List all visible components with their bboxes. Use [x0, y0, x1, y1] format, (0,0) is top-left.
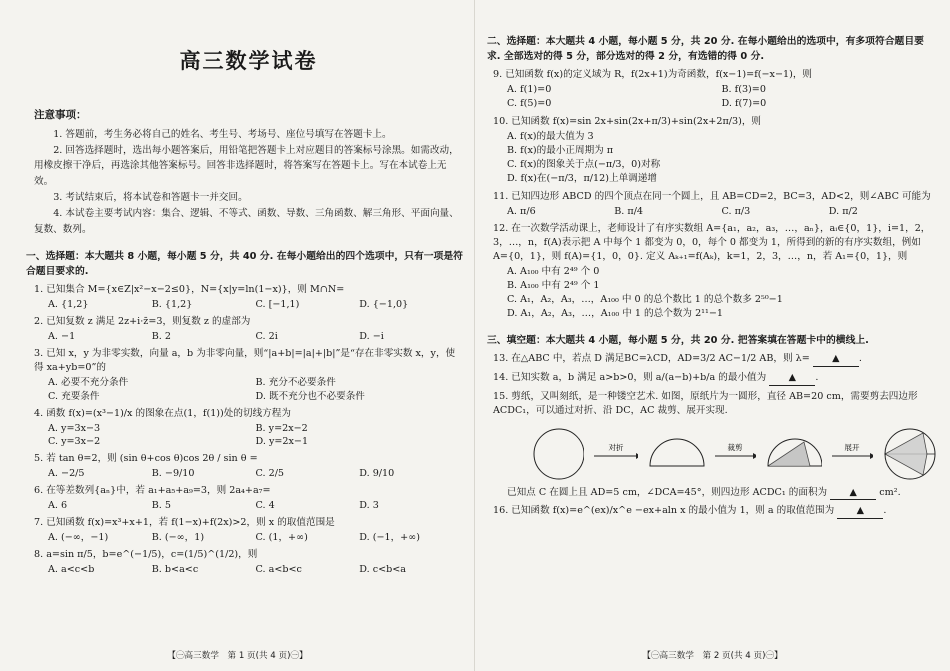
- question-15-tail: [493, 486, 936, 501]
- question-stem: 4. 函数 f(x)=(x³−1)/x 的图象在点(1，f(1))处的切线方程为: [34, 407, 291, 419]
- answer-option[interactable]: B. −9/10: [151, 468, 195, 480]
- answer-option[interactable]: A. 必要不充分条件: [48, 376, 129, 388]
- answer-option[interactable]: B. f(x)的最小正周期为 π: [507, 144, 614, 156]
- question-14-stem: 14. 已知实数 a，b 满足 a>b>0，则 a/(a−b)+b/a 的最小值为: [493, 371, 767, 383]
- answer-option[interactable]: C. f(x)的图象关于点(−π/3，0)对称: [507, 158, 661, 170]
- section-1-heading: 一、选择题：本大题共 8 小题，每小题 5 分，共 40 分. 在每小题给出的四个选项中，只有一项是符合题目要求的.: [26, 251, 463, 278]
- answer-option[interactable]: D. c<b<a: [359, 563, 407, 575]
- question-item: [34, 452, 463, 481]
- option-list: [507, 265, 936, 321]
- answer-option[interactable]: D. f(x)在(−π/3，π/12)上单调递增: [507, 172, 657, 184]
- question-stem: 7. 已知函数 f(x)=x³+x+1，若 f(1−x)+f(2x)>2，则 x 的取值范围是: [34, 517, 335, 528]
- answer-option[interactable]: B. f(3)=0: [721, 84, 766, 96]
- answer-option[interactable]: A. a<c<b: [48, 563, 95, 575]
- option-list: [48, 330, 463, 344]
- option-list: [48, 563, 463, 577]
- question-15-tail-text: 已知点 C 在圆上且 AD=5 cm，∠DCA=45°，则四边形 ACDC₁ 的面积为: [507, 486, 828, 498]
- semicircle-figure: [644, 426, 705, 482]
- option-list: [48, 467, 463, 481]
- notice-block: [34, 108, 463, 237]
- answer-option[interactable]: B. 2: [151, 331, 172, 343]
- question-stem: 5. 若 tan θ=2，则 (sin θ+cos θ)cos 2θ / sin θ =: [34, 453, 258, 465]
- answer-option[interactable]: D. A₁，A₂，A₃，…，A₁₀₀ 中 1 的总个数为 2¹¹−1: [507, 307, 724, 319]
- answer-option[interactable]: A. f(x)的最大值为 3: [507, 130, 594, 142]
- notice-item: 3. 考试结束后，将本试卷和答题卡一并交回。: [53, 192, 248, 204]
- option-list: [48, 499, 463, 513]
- unfold-label: 展开: [844, 442, 860, 452]
- section-3-heading: 三、填空题：本大题共 4 小题，每小题 5 分，共 20 分. 把答案填在答题卡中的横线上.: [487, 334, 869, 346]
- section-1-questions: [34, 283, 463, 576]
- answer-blank-16[interactable]: [837, 504, 883, 519]
- answer-option[interactable]: A. {1,2}: [48, 299, 89, 311]
- option-list: [48, 422, 463, 450]
- notice-heading: 注意事项：: [34, 109, 87, 122]
- question-item: [493, 115, 936, 186]
- page-footer-2: 【㊀高三数学 第 2 页(共 4 页)㊀】: [642, 650, 783, 661]
- answer-option[interactable]: A. f(1)=0: [507, 84, 552, 96]
- answer-option[interactable]: C. f(5)=0: [507, 98, 552, 110]
- option-list: [507, 205, 936, 219]
- question-stem: 9. 已知函数 f(x)的定义域为 R，f(2x+1)为奇函数，f(x−1)=f(−x−1)，则: [493, 69, 813, 81]
- question-14: 14. 已知实数 a，b 满足 a>b>0，则 a/(a−b)+b/a 的最小值为 ▲ .: [493, 371, 936, 386]
- answer-option[interactable]: C. y=3x−2: [48, 436, 101, 448]
- papercut-figure: [529, 426, 936, 482]
- page-footer-1: 【㊀高三数学 第 1 页(共 4 页)㊀】: [167, 650, 308, 661]
- question-stem: 2. 已知复数 z 满足 2z+i·z̄=3，则复数 z 的虚部为: [34, 316, 251, 328]
- answer-option[interactable]: C. A₁，A₂，A₃，…，A₁₀₀ 中 0 的总个数比 1 的总个数多 2⁵⁰−1: [507, 293, 783, 305]
- question-item: [493, 222, 936, 320]
- answer-option[interactable]: D. y=2x−1: [255, 436, 309, 448]
- question-item: [493, 68, 936, 111]
- question-15-stem: 15. 剪纸，又叫刻纸，是一种镂空艺术. 如图，原纸片为一圆形，直径 AB=20 cm，需要剪去四边形 ACDC₁，可以通过对折、沿 DC，AC 裁剪、展开实现.: [493, 390, 918, 416]
- cut-label: 裁剪: [727, 442, 743, 452]
- question-15-unit: cm².: [879, 486, 901, 498]
- question-stem: 11. 已知四边形 ABCD 的四个顶点在同一个圆上，且 AB=CD=2，BC=3，AD<2，则∠ABC 可能为: [493, 190, 931, 202]
- answer-option[interactable]: A. A₁₀₀ 中有 2⁴⁹ 个 0: [507, 266, 600, 278]
- answer-blank-15[interactable]: [830, 486, 876, 501]
- page-title: 高三数学试卷: [179, 49, 318, 73]
- answer-option[interactable]: D. {−1,0}: [359, 299, 409, 311]
- question-15: [493, 390, 936, 418]
- question-13: 13. 在△ABC 中，若点 D 满足BC=λCD，AD=3/2 AC−1/2 AB，则 λ= ▲ .: [493, 352, 936, 367]
- full-circle-figure: [529, 426, 584, 482]
- question-stem: 1. 已知集合 M={x∈Z|x²−x−2≤0}，N={x|y=ln(1−x)}，则 M∩N=: [34, 284, 345, 296]
- notice-item: 4. 本试卷主要考试内容：集合、逻辑、不等式、函数、导数、三角函数、解三角形、平面向量、复数、数列。: [34, 208, 459, 235]
- question-stem: 12. 在一次数学活动课上，老师设计了有序实数组 A={a₁，a₂，a₃，…，aₙ}，aᵢ∈{0，1}，i=1，2，3，…，n，f(A)表示把 A 中每个 1 都变为 0，0，每个 0 都变为 1，所得到的新的有序实数组，例如 A={0，1}，则 f(A)={1，0，0}. 定义 Aₖ₊₁=f(Aₖ)，k=1，2，3，…，n，若 A₁={0，1}，则: [493, 223, 931, 263]
- question-item: [34, 516, 463, 545]
- question-13-stem: 13. 在△ABC 中，若点 D 满足BC=λCD，AD=3/2 AC−1/2 AB，则 λ=: [493, 352, 810, 364]
- section-2-heading: 二、选择题：本大题共 4 小题，每小题 5 分，共 20 分. 在每小题给出的选项中，有多项符合题目要求. 全部选对的得 5 分，部分选对的得 2 分，有选错的得 0 分.: [487, 36, 924, 63]
- question-stem: 8. a=sin π/5，b=e^(−1/5)，c=(1/5)^(1/2)，则: [34, 548, 258, 560]
- answer-option[interactable]: D. −i: [359, 331, 384, 343]
- option-list: [48, 376, 463, 404]
- answer-blank-13[interactable]: [813, 352, 859, 367]
- blank-mark: ▲: [788, 371, 796, 383]
- question-stem: 3. 已知 x，y 为非零实数，向量 a，b 为非零向量，则“|a+b|=|a|+|b|”是“存在非零实数 x，y，使得 xa+yb=0”的: [34, 348, 456, 373]
- answer-option[interactable]: C. [−1,1): [255, 299, 300, 311]
- option-list: [507, 83, 936, 111]
- answer-option[interactable]: C. 充要条件: [48, 390, 100, 402]
- question-stem: 6. 在等差数列{aₙ}中，若 a₁+a₅+a₉=3，则 2a₄+a₇=: [34, 485, 271, 497]
- section-2-questions: [493, 68, 936, 320]
- answer-option[interactable]: C. (1，+∞): [255, 531, 308, 543]
- answer-option[interactable]: B. A₁₀₀ 中有 2⁴⁹ 个 1: [507, 280, 600, 292]
- answer-option[interactable]: A. −1: [48, 331, 76, 343]
- arrow-fold: [590, 426, 638, 482]
- answer-option[interactable]: B. y=2x−2: [255, 422, 308, 434]
- answer-option[interactable]: B. 充分不必要条件: [255, 376, 336, 388]
- question-16: 16. 已知函数 f(x)=e^(ex)/x^e −ex+aln x 的最小值为 1，则 a 的取值范围为 ▲ .: [493, 504, 936, 519]
- answer-option[interactable]: C. π/3: [721, 205, 751, 217]
- answer-option[interactable]: B. 5: [151, 500, 172, 512]
- answer-option[interactable]: C. 4: [255, 500, 275, 512]
- answer-option[interactable]: A. π/6: [507, 205, 536, 217]
- option-list: [48, 531, 463, 545]
- arrow-unfold: [828, 426, 872, 482]
- question-16-stem: 16. 已知函数 f(x)=e^(ex)/x^e −ex+aln x 的最小值为 1，则 a 的取值范围为: [493, 505, 835, 517]
- page-2: [475, 0, 950, 671]
- arrow-cut: [711, 426, 755, 482]
- answer-option[interactable]: A. 6: [48, 500, 68, 512]
- answer-option[interactable]: B. b<a<c: [151, 563, 199, 575]
- answer-option[interactable]: A. (−∞，−1): [48, 531, 109, 543]
- question-item: [493, 190, 936, 219]
- answer-option[interactable]: C. a<b<c: [255, 563, 302, 575]
- answer-option[interactable]: C. 2i: [255, 331, 278, 343]
- answer-option[interactable]: C. 2/5: [255, 468, 285, 480]
- blank-mark: ▲: [856, 505, 864, 517]
- option-list: [48, 298, 463, 312]
- notice-item: 1. 答题前，考生务必将自己的姓名、考生号、考场号、座位号填写在答题卡上。: [53, 128, 392, 140]
- question-item: [34, 407, 463, 450]
- answer-option[interactable]: B. (−∞，1): [151, 531, 205, 543]
- answer-option[interactable]: D. π/2: [828, 205, 858, 217]
- option-list: [507, 130, 936, 186]
- question-item: [34, 347, 463, 404]
- answer-option[interactable]: B. {1,2}: [151, 299, 193, 311]
- answer-option[interactable]: A. −2/5: [48, 468, 85, 480]
- answer-option[interactable]: D. 3: [359, 500, 379, 512]
- blank-mark: ▲: [832, 352, 840, 364]
- question-item: [34, 484, 463, 513]
- question-item: [34, 548, 463, 577]
- answer-option[interactable]: D. (−1，+∞): [359, 531, 420, 543]
- question-item: [34, 315, 463, 344]
- answer-blank-14[interactable]: [769, 371, 815, 386]
- answer-option[interactable]: B. π/4: [614, 205, 644, 217]
- blank-mark: ▲: [849, 486, 857, 498]
- notice-item: 2. 回答选择题时，选出每小题答案后，用铅笔把答题卡上对应题目的答案标号涂黑。如需改动，用橡皮擦干净后，再选涂其他答案标号。回答非选择题时，将答案写在答题卡上。写在本试卷上无效。: [34, 145, 459, 187]
- question-stem: 10. 已知函数 f(x)=sin 2x+sin(2x+π/3)+sin(2x+2π/3)，则: [493, 116, 762, 128]
- question-item: [34, 283, 463, 312]
- unfolded-circle-figure: [879, 426, 936, 482]
- answer-option[interactable]: D. 既不充分也不必要条件: [255, 390, 365, 402]
- answer-option[interactable]: D. f(7)=0: [721, 98, 767, 110]
- answer-option[interactable]: D. 9/10: [359, 468, 395, 480]
- cut-semicircle-figure: [762, 426, 823, 482]
- fold-label: 对折: [608, 442, 624, 452]
- answer-option[interactable]: A. y=3x−3: [48, 422, 101, 434]
